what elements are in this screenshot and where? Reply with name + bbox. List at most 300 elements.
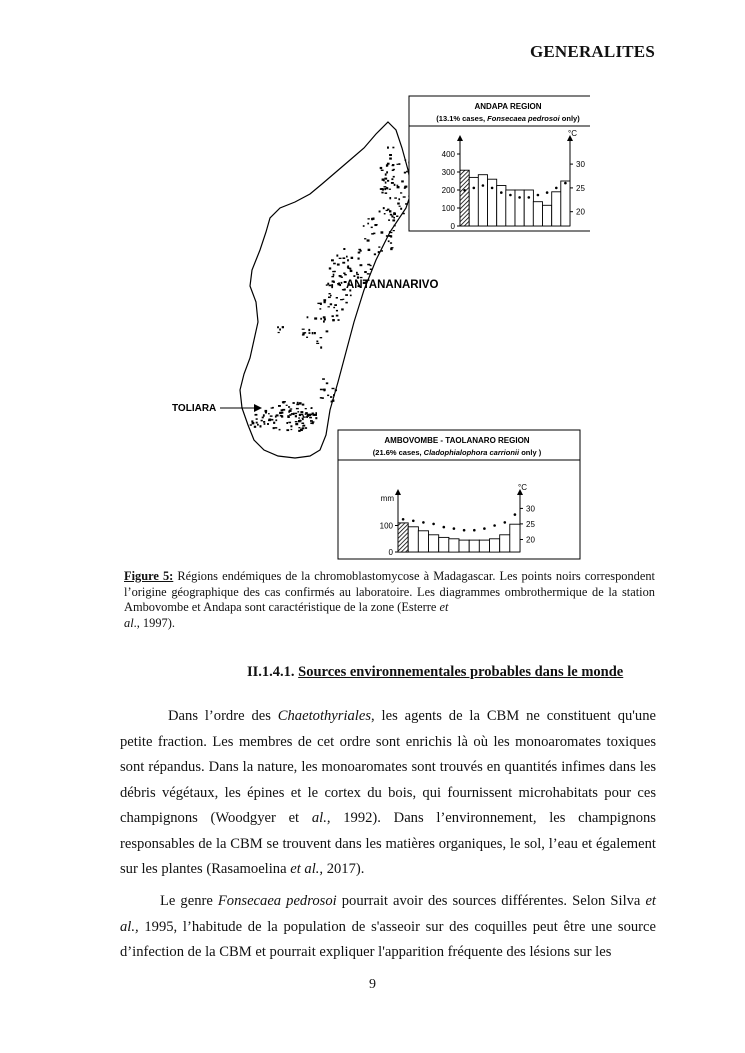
p1-text-c: , 1992). Dans l’environnement, les champignons responsables de la CBM se trouvent dans les matières organiques, le sol, l’eau et également sur les plantes (Rasamoelina [120,810,656,877]
case-dot [297,402,299,404]
andapa-right-tick-label: 30 [576,160,585,170]
case-dot [385,173,387,175]
case-dot [288,406,290,408]
p2-text-b: pourrait avoir des sources différentes. Selon Silva [336,893,646,909]
andapa-temp-point [528,196,531,199]
andapa-temp-point [473,187,476,190]
case-dot [309,332,311,334]
case-dot [254,426,256,428]
case-dot [267,423,269,425]
case-dot [332,271,335,272]
case-dot [388,240,390,242]
case-dot [389,154,392,156]
case-dot [261,420,263,422]
case-dot [392,147,394,149]
map-label-antananarivo: ANTANANARIVO [346,279,439,291]
case-dot [330,295,332,296]
p1-text-b: , les agents de la CBM ne constituent qu'une petite fraction. Les membres de cet ordre sont enrichis là où les monoaromates toxiques sont répandus. Dans la nature, les monoaromates sont trouvés en quantités infimes dans les débris végétaux, les épines et le cortex du bois, qui fournissent microhabitats pour ces champignons (Woodgyer et [120,708,656,826]
case-dot [308,329,310,331]
case-dot [403,213,405,214]
andapa-temp-point [482,184,485,187]
p1-al: al. [311,810,327,826]
case-dot [333,281,335,283]
case-dot [286,405,288,406]
case-dot [336,310,338,312]
p1-order: Chaetothyriales [277,708,372,724]
ambovombe-right-tick-label: 25 [526,519,535,529]
ambovombe-bar [398,523,408,552]
case-dot [309,417,312,418]
case-dot [324,301,326,303]
case-dot [332,315,334,317]
case-dot [322,378,325,380]
case-dot [328,306,330,307]
case-dot [328,297,331,299]
p1-text-a: Dans l’ordre des [168,708,278,724]
case-dot [327,395,329,396]
caption-al: al [124,615,134,630]
paragraph-1 [120,704,656,883]
case-dot [380,167,382,169]
case-dot [403,196,406,197]
case-dot [397,164,399,165]
case-dot [342,262,345,264]
ambovombe-temp-point [493,524,496,527]
case-dot [287,415,289,417]
case-dot [356,272,358,274]
ambovombe-temp-point [504,521,507,524]
case-dot [392,170,394,171]
case-dot [397,185,399,186]
case-dot [330,303,332,305]
case-dot [262,417,264,419]
case-dot [393,212,395,214]
case-dot [312,421,315,422]
case-dot [250,424,252,425]
case-dot [272,407,274,409]
case-dot [281,416,283,418]
case-dot [394,225,396,227]
case-dot [347,267,349,269]
case-dot [397,186,400,188]
case-dot [288,422,291,424]
section-number: II.1.4.1. [247,664,295,680]
case-dot [370,269,372,270]
case-dot [358,252,361,254]
case-dot [389,197,391,199]
case-dot [257,424,259,426]
case-dot [338,319,340,321]
ambovombe-chart-title: AMBOVOMBE - TAOLANARO REGION [384,436,530,445]
case-dot [330,396,332,398]
case-dot [302,404,304,406]
case-dot [296,404,299,405]
ambovombe-y-label: mm [380,494,394,503]
case-dot [275,427,278,429]
case-dot [393,176,395,178]
case-dot [391,215,393,217]
case-dot [281,412,283,414]
andapa-temp-unit: °C [568,129,577,138]
case-dot [400,192,402,193]
case-dot [371,218,373,220]
case-dot [386,187,388,189]
case-dot [303,417,306,418]
case-dot [295,421,298,422]
case-dot [302,418,304,419]
case-dot [331,276,334,277]
case-dot [343,257,346,259]
case-dot [386,171,388,173]
paragraph-2 [120,889,656,966]
andapa-right-tick-label: 25 [576,183,585,193]
case-dot [291,429,293,430]
case-dot [333,394,335,396]
case-dot [282,401,284,403]
case-dot [396,216,398,217]
andapa-right-tick-label: 20 [576,207,585,217]
case-dot [387,147,389,149]
ambovombe-temp-point [483,527,486,530]
andapa-temp-point [518,196,521,199]
case-dot [278,405,281,407]
case-dot [364,238,366,239]
ambovombe-temp-point [443,526,446,529]
case-dot [273,427,275,429]
case-dot [374,253,376,255]
p2-al: al., [120,918,139,935]
case-dot [279,429,281,431]
case-dot [316,341,318,343]
case-dot [374,224,377,226]
figure-caption-text: Régions endémiques de la chromoblastomycose à Madagascar. Les points noirs correspondent l’origine géographique des cas confirmés au laboratoire. Les diagrammes ombrothermique de la station Ambovombe et Andapa sont caractéristique de la zone (Esterre [124,569,655,615]
case-dot [279,329,281,331]
ambovombe-right-tick-label: 20 [526,535,535,545]
ambovombe-bar [469,540,479,552]
case-dot [305,408,307,409]
case-dot [353,275,355,277]
case-dot [390,248,392,250]
ambovombe-bar [449,539,459,552]
case-dot [331,284,333,286]
case-dot [264,423,266,425]
case-dot [255,414,257,415]
case-dot [302,329,305,330]
andapa-temp-point [491,187,494,190]
case-dot [320,318,322,320]
case-dot [298,417,300,418]
andapa-left-tick-label: 0 [450,222,455,231]
case-dot [329,267,331,269]
case-dot [370,265,372,266]
case-dot [381,192,383,194]
case-dot [273,422,275,424]
andapa-chart [409,96,590,231]
p2-et: et [645,893,656,909]
case-dot [404,186,406,188]
case-dot [332,388,335,389]
case-dot [315,412,317,414]
case-dot [333,319,335,320]
case-dot [323,321,325,323]
case-dot [341,308,343,310]
ambovombe-chart-subtitle: (21.6% cases, Cladophialophora carrionii only ) [372,448,542,457]
case-dot [404,172,406,174]
case-dot [379,211,381,213]
andapa-bar [552,192,561,226]
ambovombe-bar [500,535,510,552]
case-dot [381,231,384,233]
case-dot [315,417,317,419]
andapa-left-tick-label: 400 [441,150,455,159]
andapa-bar [524,190,533,226]
case-dot [392,219,395,221]
caption-et: et [439,600,449,615]
case-dot [368,249,371,251]
case-dot [343,273,345,274]
case-dot [302,415,304,416]
case-dot [301,414,303,415]
ambovombe-right-tick-label: 30 [526,504,535,514]
case-dot [367,223,369,225]
andapa-bar [561,181,570,226]
case-dot [326,330,329,332]
case-dot [343,299,345,300]
andapa-temp-point [555,187,558,190]
case-dot [387,180,389,182]
figure-5 [150,90,590,565]
case-dot [307,316,309,318]
case-dot [384,213,386,214]
case-dot [351,257,354,259]
case-dot [271,419,273,421]
case-dot [350,268,352,270]
case-dot [263,421,265,423]
case-dot [341,282,343,284]
case-dot [337,264,340,266]
p1-etal: et al., [290,861,324,877]
case-dot [329,293,331,294]
ambovombe-temp-point [514,513,517,516]
case-dot [367,273,370,274]
case-dot [256,422,258,424]
case-dot [364,271,367,273]
case-dot [387,163,390,165]
case-dot [305,427,307,429]
case-dot [391,178,393,180]
case-dot [378,246,380,247]
case-dot [268,420,271,422]
case-dot [389,189,391,190]
case-dot [383,207,385,209]
case-dot [380,188,383,190]
case-dot [320,346,322,348]
case-dot [360,250,362,252]
p1-text-d: 2017). [323,861,365,877]
map-label-toliara: TOLIARA [172,403,217,414]
andapa-bar [533,202,542,226]
case-dot [312,332,314,334]
case-dot [389,231,391,233]
case-dot [335,389,337,391]
ambovombe-chart [338,430,580,559]
case-dot [347,265,349,267]
case-dot [371,227,373,228]
case-dot [390,214,392,216]
case-dot [252,422,255,424]
case-dot [300,429,303,431]
andapa-bar [543,205,552,226]
case-dot [398,198,400,200]
case-dot [288,411,290,413]
case-dot [265,410,268,412]
case-dot [381,250,383,251]
ambovombe-bar [479,540,489,552]
case-dot [278,332,280,333]
case-dot [400,208,402,210]
p2-text-d: 1995, l’habitude de la population de s'asseoir sur des coquilles peut être une source d’infection de la CBM et pourrait expliquer l'apparition fréquente des lésions sur les [120,918,656,960]
case-dot [298,430,300,432]
case-dot [286,429,289,431]
case-dot [345,294,348,296]
ambovombe-temp-point [463,529,466,532]
ambovombe-temp-point [412,520,415,523]
case-dot [401,180,404,182]
case-dot [336,255,338,257]
case-dot [331,259,334,261]
case-dot [343,248,345,250]
case-dot [306,416,308,418]
case-dot [295,423,298,425]
case-dot [398,163,400,165]
case-dot [384,178,387,180]
case-dot [263,414,265,416]
case-dot [311,408,313,409]
ambovombe-left-tick-label: 0 [388,548,393,557]
case-dot [384,188,386,190]
case-dot [329,285,332,287]
ambovombe-bar [490,539,500,552]
case-dot [350,270,353,272]
case-dot [336,297,338,299]
case-dot [295,413,298,414]
case-dot [386,210,388,211]
case-dot [298,427,300,428]
case-dot [368,218,370,219]
case-dot [347,259,349,261]
case-dot [389,210,391,212]
andapa-temp-point [564,182,567,185]
case-dot [256,418,258,420]
ambovombe-left-tick-label: 100 [379,521,393,531]
case-dot [333,263,336,265]
case-dot [320,397,322,398]
case-dot [260,425,262,427]
case-dot [391,182,394,184]
case-dot [295,415,297,417]
case-dot [282,409,285,411]
case-dot [345,302,347,304]
case-dot [363,225,365,227]
case-dot [299,414,301,416]
case-dot [378,251,380,253]
ambovombe-bar [408,527,418,552]
case-dot [300,420,302,422]
ambovombe-temp-point [453,527,456,530]
case-dot [275,419,277,421]
case-dot [323,316,326,318]
case-dot [339,258,342,259]
section-heading [247,664,623,681]
case-dot [333,307,335,308]
case-dot [290,408,293,409]
case-dot [302,332,304,334]
case-dot [324,318,326,320]
case-dot [327,283,329,285]
case-dot [406,171,408,173]
case-dot [394,184,396,186]
case-dot [341,277,343,278]
case-dot [333,274,335,276]
case-dot [275,416,277,418]
case-dot [305,412,308,414]
case-dot [293,402,295,404]
case-dot [332,400,335,402]
andapa-chart-subtitle: (13.1% cases, Fonsecaea pedrosoi only) [436,114,580,123]
case-dot [386,164,388,166]
ambovombe-bar [459,540,469,552]
case-dot [282,326,284,328]
case-dot [392,165,395,166]
ambovombe-bar [439,537,449,552]
case-dot [358,258,360,260]
andapa-bar [469,177,478,226]
case-dot [399,206,401,207]
case-dot [350,295,352,297]
andapa-left-tick-label: 300 [441,168,455,177]
case-dot [320,337,323,338]
case-dot [296,408,299,409]
case-dot [319,308,321,309]
figure-caption-label: Figure 5: [124,569,174,583]
case-dot [306,337,308,338]
case-dot [356,274,359,275]
case-dot [360,264,363,266]
case-dot [346,256,348,258]
ambovombe-bar [429,535,439,552]
case-dot [302,334,305,335]
andapa-chart-title: ANDAPA REGION [474,102,542,111]
case-dot [316,343,319,344]
andapa-temp-point [537,194,540,197]
page-number: 9 [369,977,376,992]
case-dot [393,230,395,231]
case-dot [385,182,387,184]
case-dot [388,219,390,220]
case-dot [394,197,397,198]
andapa-temp-point [509,194,512,197]
running-header: GENERALITES [529,42,655,61]
case-dot [384,186,387,187]
case-dot [344,274,347,275]
case-dot [286,422,288,424]
case-dot [310,414,312,415]
andapa-bar [460,170,469,226]
case-dot [300,411,303,413]
case-dot [381,170,384,171]
case-dot [314,332,316,334]
case-dot [301,423,304,425]
